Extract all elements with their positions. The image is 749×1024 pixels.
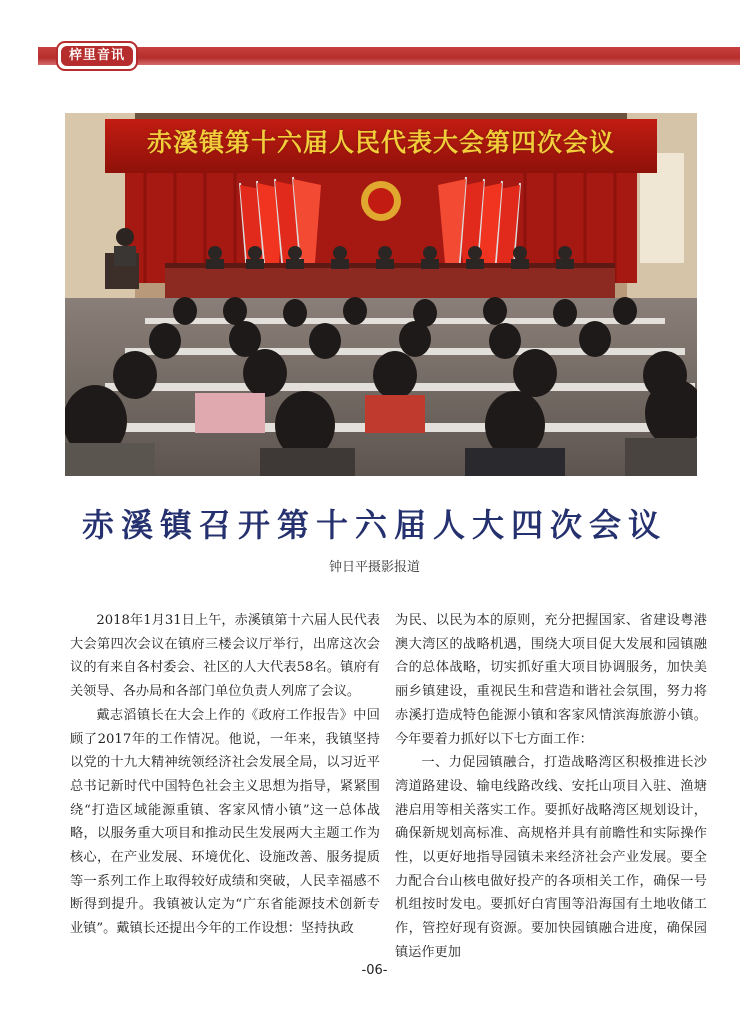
meeting-photo-illustration bbox=[65, 113, 697, 476]
section-tab-label: 梓里音讯 bbox=[61, 46, 133, 66]
article-column-right bbox=[395, 609, 707, 965]
meeting-photo bbox=[65, 113, 697, 476]
header-bar bbox=[38, 47, 740, 65]
section-tab bbox=[56, 41, 138, 71]
paragraph: 2018年1月31日上午，赤溪镇第十六届人民代表大会第四次会议在镇府三楼会议厅举行，出席这次会议的有来自各村委会、社区的人大代表58名。镇府有关领导、各办局和各部门单位负责人列席了会议。 bbox=[70, 613, 380, 700]
paragraph: 戴志滔镇长在大会上作的《政府工作报告》中回顾了2017年的工作情况。他说，一年来，我镇坚持以党的十九大精神统领经济社会发展全局，以习近平总书记新时代中国特色社会主义思想为指导，紧紧围绕“打造区域能源重镇、客家风情小镇”这一总体战略，以服务重大项目和推动民生发展两大主题工作为核心，在产业发展、环境优化、设施改善、服务提质等一系列工作上取得较好成绩和突破，人民幸福感不断得到提升。我镇被认定为“广东省能源技术创新专业镇”。戴镇长还提出今年的工作设想：坚持执政 bbox=[70, 707, 380, 937]
article-title: 赤溪镇召开第十六届人大四次会议 bbox=[81, 506, 667, 544]
paragraph: 为民、以民为本的原则，充分把握国家、省建设粤港澳大湾区的战略机遇，围绕大项目促大发展和园镇融合的总体战略，切实抓好重大项目协调服务，加快美丽乡镇建设，重视民生和营造和谐社会氛围，努力将赤溪打造成特色能源小镇和客家风情滨海旅游小镇。今年要着力抓好以下七方面工作： bbox=[395, 613, 707, 747]
page-number: -06- bbox=[361, 963, 388, 978]
stage-banner-text: 赤溪镇第十六届人民代表大会第四次会议 bbox=[146, 128, 615, 157]
article-column-left bbox=[70, 609, 380, 941]
article-byline: 钟日平摄影报道 bbox=[328, 560, 420, 575]
paragraph: 一、力促园镇融合，打造战略湾区积极推进长沙湾道路建设、输电线路改线、安托山项目入驻、渔塘港启用等相关落实工作。要抓好战略湾区规划设计，确保新规划高标准、高规格并具有前瞻性和实际操作性，以更好地指导园镇未来经济社会产业发展。要全力配合台山核电做好投产的各项相关工作，确保一号机组按时发电。要抓好白宵围等沿海国有土地收储工作，管控好现有资源。要加快园镇融合进度，确保园镇运作更加 bbox=[395, 755, 707, 960]
